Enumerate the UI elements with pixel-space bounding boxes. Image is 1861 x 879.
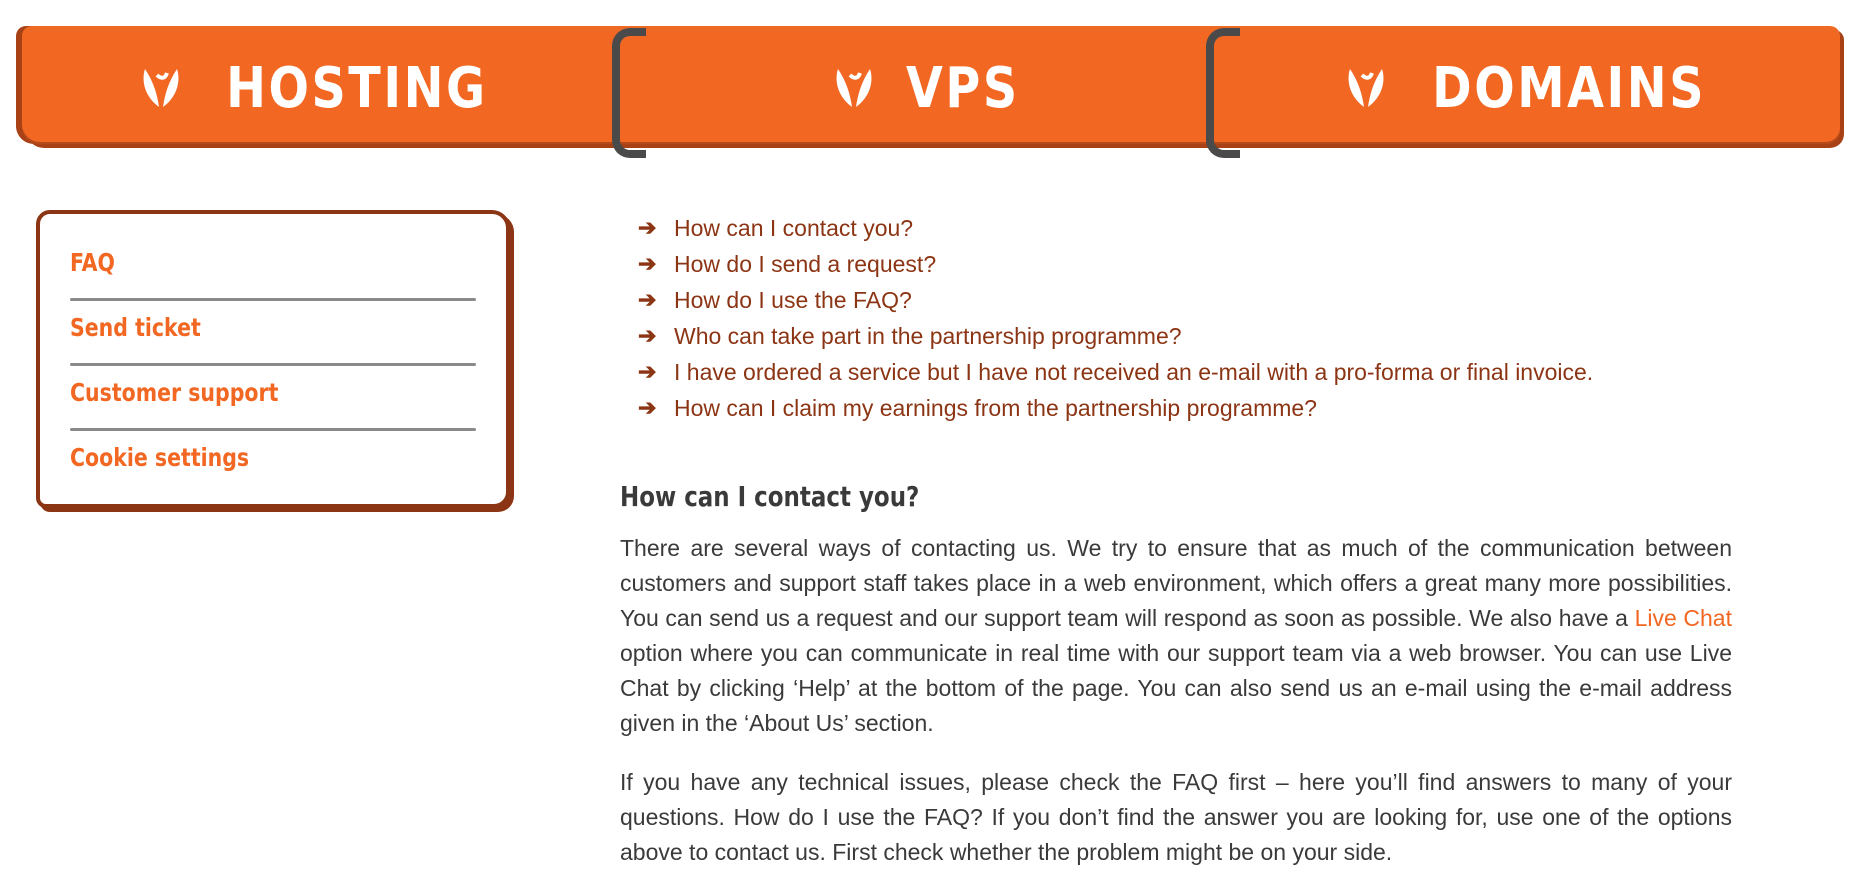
faq-link[interactable]: I have ordered a service but I have not received an e-mail with a pro-forma or final invoice. [674, 358, 1594, 385]
faq-question-list [638, 210, 1732, 426]
faq-link[interactable]: How do I send a request? [674, 250, 937, 277]
nav-hosting-label: HOSTING [226, 55, 488, 121]
paragraph-text: option where you can communicate in real time with our support team via a web browser. You can use Live Chat by clicking ‘Help’ at the bottom of the page. You can also send us an e-mail using the e-mail address given in the ‘About Us’ section. [620, 640, 1732, 736]
sidebar-item-label: Send ticket [70, 313, 201, 342]
arrow-right-icon: ➔ [638, 215, 657, 240]
leaf-logo-icon [832, 65, 876, 111]
list-item [638, 246, 1732, 282]
sidebar-item-customer-support[interactable] [70, 366, 476, 430]
sidebar-item-faq[interactable] [70, 236, 476, 300]
list-item [638, 210, 1732, 246]
article-paragraph [620, 531, 1732, 741]
nav-separator [1206, 28, 1240, 158]
sidebar-menu [36, 210, 510, 508]
nav-domains[interactable] [1234, 32, 1840, 144]
arrow-right-icon: ➔ [638, 359, 657, 384]
faq-content [620, 210, 1732, 870]
nav-hosting[interactable] [22, 32, 628, 144]
arrow-right-icon: ➔ [638, 323, 657, 348]
sidebar-item-cookie-settings[interactable] [70, 431, 476, 495]
list-item [638, 354, 1732, 390]
sidebar-item-send-ticket[interactable] [70, 301, 476, 365]
nav-vps-label: VPS [906, 55, 1020, 121]
faq-link[interactable]: How can I contact you? [674, 214, 914, 241]
sidebar-item-label: FAQ [70, 248, 115, 277]
nav-domains-label: DOMAINS [1432, 55, 1706, 121]
list-item [638, 318, 1732, 354]
faq-link[interactable]: Who can take part in the partnership programme? [674, 322, 1182, 349]
nav-vps[interactable] [628, 32, 1234, 144]
nav-separator [612, 28, 646, 158]
arrow-right-icon: ➔ [638, 287, 657, 312]
faq-link[interactable]: How can I claim my earnings from the partnership programme? [674, 394, 1317, 421]
article-paragraph: If you have any technical issues, please check the FAQ first – here you’ll find answers to many of your questions. How do I use the FAQ? If you don’t find the answer you are looking for, use one of the options above to contact us. First check whether the problem might be on your side. [620, 769, 1732, 865]
faq-link[interactable]: How do I use the FAQ? [674, 286, 912, 313]
sidebar-item-label: Cookie settings [70, 443, 250, 472]
arrow-right-icon: ➔ [638, 251, 657, 276]
leaf-logo-icon [139, 65, 183, 111]
section-title: How can I contact you? [620, 480, 920, 513]
list-item [638, 390, 1732, 426]
paragraph-text: There are several ways of contacting us. We try to ensure that as much of the communication between customers and support staff takes place in a web environment, which offers a great many more possibilities. You can send us a request and our support team will respond as soon as possible. We also have a [620, 535, 1732, 631]
sidebar-item-label: Customer support [70, 378, 279, 407]
list-item [638, 282, 1732, 318]
live-chat-link[interactable]: Live Chat [1634, 605, 1732, 631]
arrow-right-icon: ➔ [638, 395, 657, 420]
leaf-logo-icon [1344, 65, 1388, 111]
top-navigation [22, 26, 1840, 144]
